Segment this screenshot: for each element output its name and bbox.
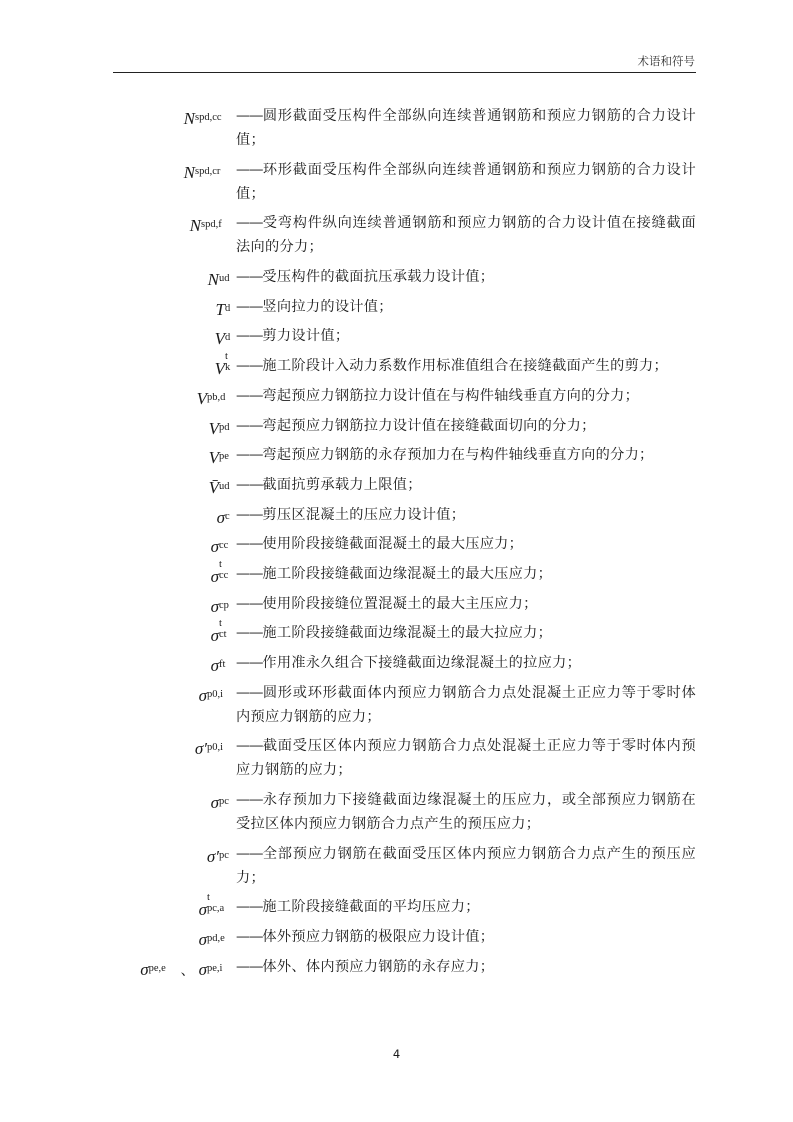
symbol-subscript: ud (219, 480, 230, 492)
symbol-main: σ (210, 626, 219, 646)
symbol-definition (236, 955, 696, 979)
symbol (0, 503, 236, 527)
em-dash: —— (236, 328, 263, 345)
symbol (0, 651, 236, 675)
em-dash: —— (236, 215, 263, 232)
symbol-main: N (183, 109, 195, 128)
symbol-main: σ (210, 596, 219, 616)
symbol-subscript: spd,cc (195, 112, 222, 123)
symbol-definition (236, 384, 696, 408)
symbol-indices (225, 324, 235, 344)
symbol-superscript: t (207, 892, 210, 904)
symbol-entry (0, 651, 793, 675)
definition-text: 弯起预应力钢筋的永存预加力在与构件轴线垂直方向的分力； (262, 447, 654, 464)
symbol-main: V (208, 448, 219, 468)
definition-text: 圆形或环形截面体内预应力钢筋合力点处混凝土正应力等于零时体内预应力钢筋的应力； (236, 684, 696, 725)
symbol-definition (236, 592, 696, 616)
symbol-indices (225, 295, 235, 315)
page-number: 4 (392, 1047, 401, 1061)
em-dash: —— (236, 269, 263, 286)
symbol (0, 842, 236, 866)
definition-text: 施工阶段计入动力系数作用标准值组合在接缝截面产生的剪力； (262, 358, 669, 375)
symbol-entry (0, 788, 793, 836)
symbol-entry (0, 211, 793, 259)
symbol-entry (0, 473, 793, 497)
symbol-entry (0, 618, 793, 646)
symbol-definition (236, 324, 696, 348)
symbol-separator: 、 (180, 963, 195, 979)
symbol-main: V (214, 329, 225, 349)
symbol-main: σ (140, 959, 149, 979)
symbol-definition (236, 621, 696, 645)
symbol-indices (225, 503, 235, 523)
symbol-indices (225, 351, 235, 374)
symbol-entry (0, 351, 793, 379)
symbol (0, 681, 236, 705)
symbol-subscript: ft (219, 659, 226, 670)
symbol-subscript: pb,d (207, 391, 226, 403)
symbol-superscript: t (219, 558, 222, 570)
definition-text: 圆形截面受压构件全部纵向连续普通钢筋和预应力钢筋的合力设计值； (236, 108, 696, 148)
symbol-definition (236, 895, 696, 919)
symbol-subscript: c (225, 510, 230, 522)
definition-text: 作用准永久组合下接缝截面边缘混凝土的拉应力； (262, 655, 582, 671)
symbol-subscript: pd (219, 421, 230, 433)
em-dash: —— (236, 536, 263, 553)
em-dash: —— (236, 595, 263, 612)
symbol (0, 558, 236, 586)
em-dash: —— (236, 684, 263, 701)
symbol-main: σ (210, 566, 219, 586)
symbol (0, 892, 236, 920)
symbol-indices (219, 532, 235, 552)
symbol-superscript: t (225, 351, 228, 363)
definition-text: 施工阶段接缝截面边缘混凝土的最大压应力； (262, 565, 553, 582)
symbol-main: N (207, 270, 219, 290)
em-dash: —— (236, 358, 263, 375)
definition-text: 剪力设计值； (262, 328, 350, 345)
symbol-entry (0, 265, 793, 289)
symbol-entry (0, 592, 793, 616)
definition-text: 施工阶段接缝截面的平均压应力； (262, 899, 480, 916)
symbol-indices (219, 788, 235, 808)
symbol-definition (236, 295, 696, 319)
symbol-entry (0, 158, 793, 206)
definition-text: 环形截面受压构件全部纵向连续普通钢筋和预应力钢筋的合力设计值； (236, 161, 696, 202)
symbol-entry (0, 558, 793, 586)
em-dash: —— (236, 565, 263, 582)
symbol-indices (149, 955, 177, 975)
symbol-definition (236, 104, 696, 152)
symbol-main: N (189, 216, 201, 236)
symbol-definition (236, 734, 696, 782)
symbol-list (0, 104, 793, 985)
definition-text: 受弯构件纵向连续普通钢筋和预应力钢筋的合力设计值在接缝截面法向的分力； (236, 215, 696, 256)
symbol-indices (219, 592, 235, 612)
symbol (0, 734, 236, 758)
definition-text: 弯起预应力钢筋拉力设计值在接缝截面切向的分力； (262, 417, 596, 434)
symbol-main: V (214, 359, 225, 379)
symbol-entry (0, 414, 793, 438)
symbol-main: V̄ (208, 477, 219, 497)
em-dash: —— (236, 655, 263, 671)
symbol-main: V (208, 418, 219, 438)
symbol-indices (207, 384, 235, 404)
symbol-indices (219, 842, 235, 862)
symbol (0, 925, 236, 949)
symbol-entry (0, 295, 793, 319)
symbol-subscript: p0,i (207, 742, 224, 754)
symbol-subscript: pd,e (207, 933, 225, 945)
symbol-subscript: cc (219, 540, 229, 552)
symbol-entry (0, 892, 793, 920)
symbol-definition (236, 503, 696, 527)
em-dash: —— (236, 792, 263, 809)
symbol (0, 532, 236, 556)
symbol-subscript: cc (219, 569, 229, 581)
symbol-indices (219, 443, 235, 463)
definition-text: 竖向拉力的设计值； (262, 298, 393, 315)
em-dash: —— (236, 958, 263, 975)
symbol (0, 351, 236, 379)
em-dash: —— (236, 899, 263, 916)
symbol-subscript: pc (219, 849, 229, 861)
symbol-entry (0, 925, 793, 949)
symbol-definition (236, 651, 696, 675)
em-dash: —— (236, 476, 263, 493)
symbol-definition (236, 681, 696, 729)
symbol-superscript: t (219, 618, 222, 630)
symbol-entry (0, 734, 793, 782)
symbol (0, 618, 236, 646)
symbol-definition (236, 562, 696, 586)
symbol (0, 955, 236, 979)
symbol-definition (236, 532, 696, 556)
definition-text: 体外预应力钢筋的极限应力设计值； (262, 929, 495, 946)
symbol (0, 104, 236, 128)
symbol-main: σ (198, 930, 207, 950)
symbol-main: σ (198, 900, 207, 920)
symbol-definition (236, 443, 696, 467)
definition-text: 体外、体内预应力钢筋的永存应力； (262, 958, 495, 975)
symbol-main: σ′ (206, 846, 219, 866)
symbol-main: σ (198, 685, 207, 705)
symbol-subscript: pc,a (207, 903, 225, 915)
header-rule (113, 72, 696, 73)
symbol-indices (219, 558, 235, 582)
em-dash: —— (236, 929, 263, 946)
symbol-subscript: d (225, 332, 231, 344)
definition-text: 截面受压区体内预应力钢筋合力点处混凝土正应力等于零时体内预应力钢筋的应力； (236, 738, 696, 779)
symbol-indices (219, 414, 235, 434)
definition-text: 永存预加力下接缝截面边缘混凝土的压应力，或全部预应力钢筋在受拉区体内预应力钢筋合力点产生的预压应力； (236, 792, 696, 833)
symbol (0, 788, 236, 812)
symbol-indices (201, 211, 235, 231)
symbol-indices (207, 925, 235, 945)
definition-text: 弯起预应力钢筋拉力设计值在与构件轴线垂直方向的分力； (262, 387, 640, 404)
symbol (0, 295, 236, 319)
symbol-subscript: ud (219, 273, 230, 285)
symbol-indices (195, 158, 235, 178)
symbol (0, 414, 236, 438)
symbol-main: V (196, 388, 207, 408)
symbol-indices (195, 104, 235, 124)
em-dash: —— (236, 417, 263, 434)
symbol-indices (219, 265, 235, 285)
definition-text: 使用阶段接缝截面混凝土的最大压应力； (262, 536, 524, 553)
symbol-entry (0, 324, 793, 348)
symbol-subscript: pc (219, 796, 229, 808)
symbol-subscript: cp (219, 599, 229, 611)
symbol (0, 384, 236, 408)
symbol (0, 265, 236, 289)
em-dash: —— (236, 161, 263, 178)
symbol-subscript: spd,f (201, 219, 222, 231)
symbol-indices (207, 734, 235, 754)
definition-text: 剪压区混凝土的压应力设计值； (262, 506, 466, 523)
symbol-subscript: pe,i (207, 962, 223, 974)
symbol-main: σ (198, 959, 207, 979)
symbol-definition (236, 842, 696, 890)
symbol-definition (236, 158, 696, 206)
symbol-definition (236, 925, 696, 949)
symbol-entry (0, 842, 793, 890)
symbol-entry (0, 681, 793, 729)
symbol-subscript: pe,e (148, 962, 166, 974)
definition-text: 截面抗剪承载力上限值； (262, 476, 422, 493)
symbol (0, 443, 236, 467)
symbol-entry (0, 384, 793, 408)
symbol-definition (236, 211, 696, 259)
symbol-definition (236, 788, 696, 836)
symbol (0, 324, 236, 348)
symbol-indices (207, 955, 235, 975)
symbol-definition (236, 414, 696, 438)
symbol-subscript: pe (219, 451, 229, 463)
symbol-main: σ (216, 507, 225, 527)
symbol-entry (0, 104, 793, 152)
symbol-subscript: k (225, 362, 231, 374)
symbol-subscript: ct (219, 629, 227, 641)
symbol-indices (219, 618, 235, 641)
symbol-indices (207, 681, 235, 701)
em-dash: —— (236, 298, 263, 315)
definition-text: 施工阶段接缝截面边缘混凝土的最大拉应力； (262, 625, 553, 642)
definition-text: 使用阶段接缝位置混凝土的最大主压应力； (262, 595, 538, 612)
definition-text: 全部预应力钢筋在截面受压区体内预应力钢筋合力点产生的预压应力； (236, 845, 696, 886)
em-dash: —— (236, 447, 263, 464)
symbol-main: T (215, 299, 225, 319)
definition-text: 受压构件的截面抗压承载力设计值； (262, 269, 495, 286)
symbol-subscript: p0,i (207, 688, 224, 700)
em-dash: —— (236, 738, 263, 755)
symbol (0, 211, 236, 235)
symbol (0, 592, 236, 616)
symbol-indices (207, 892, 235, 915)
symbol-definition (236, 473, 696, 497)
symbol (0, 473, 236, 497)
symbol-main: σ (210, 656, 219, 675)
symbol-entry (0, 443, 793, 467)
symbol-subscript: d (225, 302, 231, 314)
symbol-main: σ (210, 537, 219, 557)
symbol-entry (0, 503, 793, 527)
symbol-main: σ (210, 793, 219, 813)
em-dash: —— (236, 845, 263, 862)
em-dash: —— (236, 108, 263, 124)
symbol-main: σ′ (194, 739, 207, 759)
header-title: 术语和符号 (637, 54, 695, 68)
symbol-indices (219, 473, 235, 493)
em-dash: —— (236, 625, 263, 642)
em-dash: —— (236, 387, 263, 404)
symbol-definition (236, 265, 696, 289)
symbol-entry (0, 532, 793, 556)
symbol-entry (0, 955, 793, 979)
symbol-indices (219, 651, 235, 671)
em-dash: —— (236, 506, 263, 523)
symbol-main: N (183, 162, 195, 182)
symbol-subscript: spd,cr (195, 165, 221, 177)
symbol-definition (236, 354, 696, 378)
symbol (0, 158, 236, 182)
